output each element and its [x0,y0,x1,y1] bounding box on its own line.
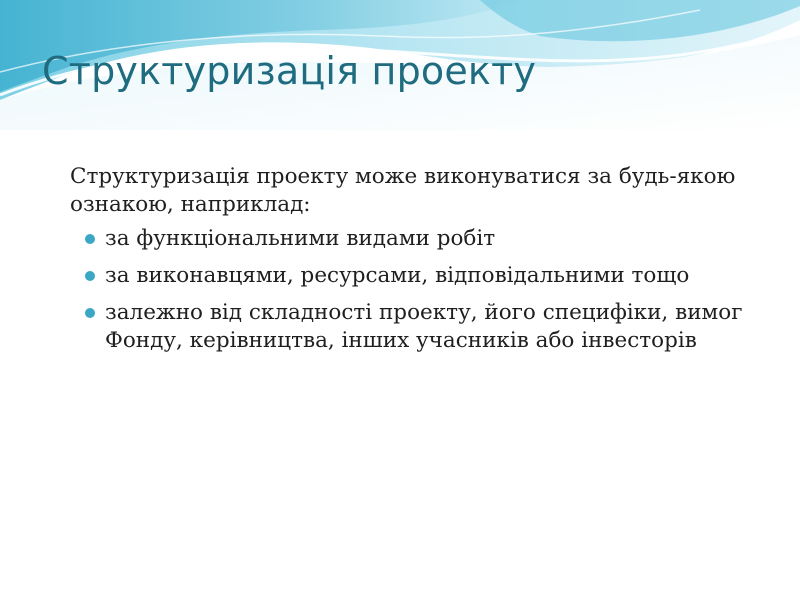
bullet-text: залежно від складності проекту, його специфіки, вимог Фонду, керівництва, інших учасників або інвесторів [105,300,743,353]
list-item [70,225,760,253]
intro-text: Структуризація проекту може виконуватися за будь-якою ознакою, наприклад: [70,164,736,217]
list-item [70,299,760,355]
bullet-text: за виконавцями, ресурсами, відповідальними тощо [105,263,690,288]
bullet-dot-icon [85,234,95,244]
bullet-dot-icon [85,271,95,281]
slide-title: Структуризація проекту [42,49,537,93]
list-item [70,262,760,290]
bullet-text: за функціональними видами робіт [105,226,496,251]
bullet-list [70,225,760,355]
slide-body [70,163,760,364]
bullet-dot-icon [85,308,95,318]
